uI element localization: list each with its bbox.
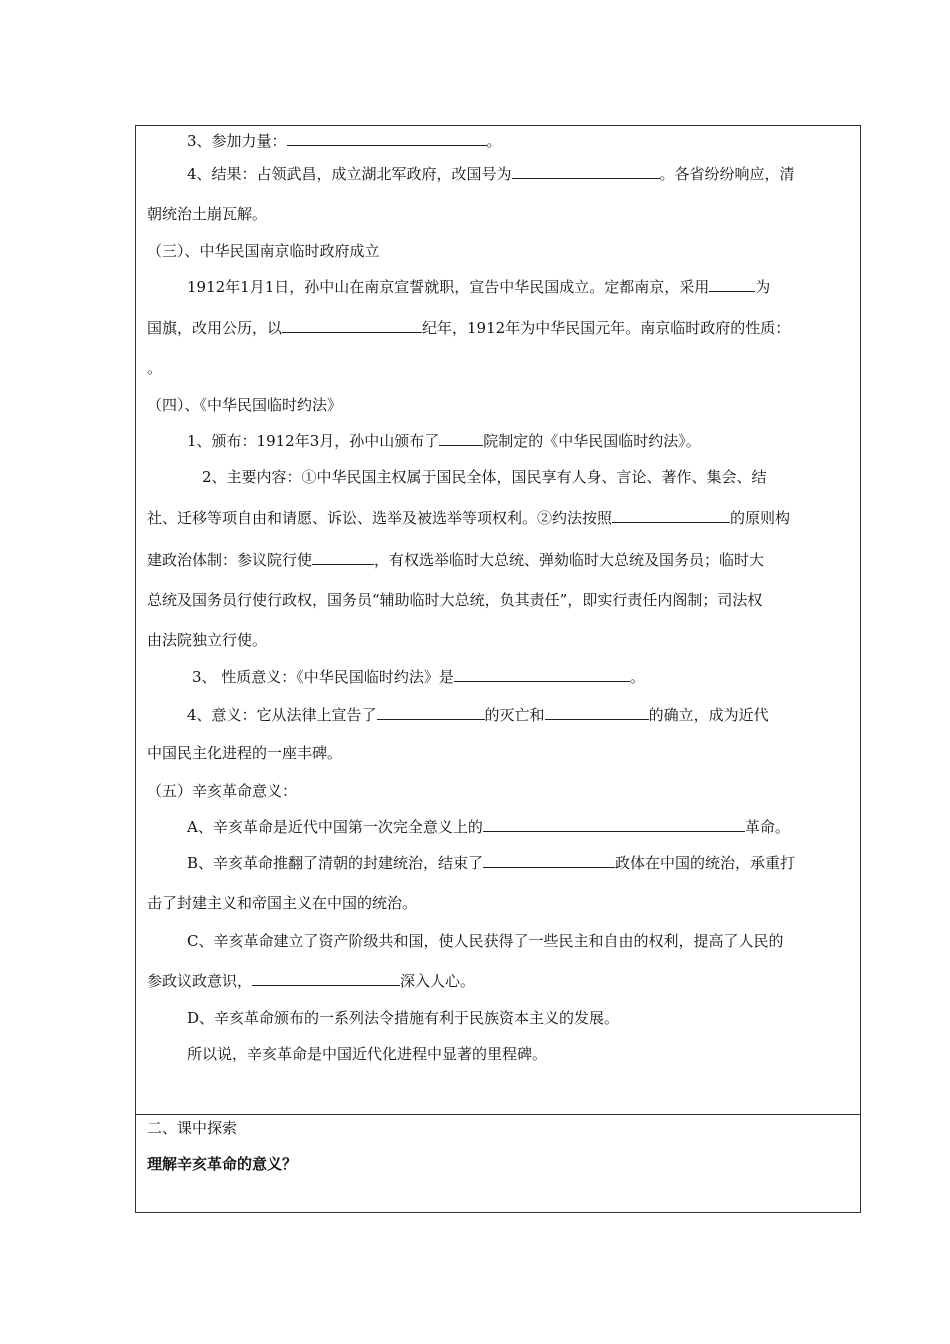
- text: 政体在中国的统治，承重打: [615, 854, 796, 872]
- text: 。各省纷纷响应，清: [659, 165, 795, 183]
- item-promulgation: [187, 431, 701, 451]
- text: 3、参加力量：: [187, 132, 287, 150]
- item-result-cont: 朝统治土崩瓦解。: [147, 205, 268, 223]
- text: 1、颁布：1912年3月，孙中山颁布了: [187, 432, 440, 450]
- text: ，有权选举临时大总统、弹劾临时大总统及国务员；临时大: [374, 551, 765, 569]
- item-result: [187, 164, 795, 184]
- fill-blank[interactable]: [287, 131, 487, 146]
- item-content-3: [147, 550, 764, 570]
- fill-blank[interactable]: [545, 705, 649, 720]
- item-c-cont: [147, 971, 475, 991]
- fill-blank[interactable]: [483, 817, 745, 832]
- item-b: [187, 853, 795, 873]
- item-content-2: [147, 508, 790, 528]
- section-2-title: 二、课中探索: [147, 1119, 238, 1137]
- heading-5: （五）辛亥革命意义：: [147, 782, 298, 800]
- text: 。: [486, 132, 502, 150]
- text: 革命。: [744, 818, 790, 836]
- fill-blank[interactable]: [252, 971, 400, 986]
- item-significance: [187, 705, 769, 725]
- item-1912-cont: [147, 318, 790, 338]
- text: 3、 性质意义：《中华民国临时约法》是: [192, 668, 454, 686]
- text: 国旗，改用公历，以: [147, 319, 283, 337]
- item-content-4: 总统及国务员行使行政权，国务员“辅助临时大总统，负其责任”，即实行责任内阁制；司法权: [147, 591, 763, 609]
- fill-blank[interactable]: [483, 853, 615, 868]
- fill-blank[interactable]: [377, 705, 485, 720]
- heading-4: （四）、《中华民国临时约法》: [147, 396, 343, 414]
- text: B、辛亥革命推翻了清朝的封建统治，结束了: [187, 854, 484, 872]
- item-1912-end: 。: [147, 359, 163, 377]
- text: 为: [755, 278, 771, 296]
- fill-blank[interactable]: [312, 550, 374, 565]
- text: 的确立，成为近代: [648, 706, 769, 724]
- text: 的灭亡和: [484, 706, 545, 724]
- item-d: D、辛亥革命颁布的一系列法令措施有利于民族资本主义的发展。: [187, 1009, 620, 1027]
- item-b-cont: 击了封建主义和帝国主义在中国的统治。: [147, 894, 418, 912]
- text: 。: [629, 668, 645, 686]
- text: 社、迁移等项自由和请愿、诉讼、选举及被选举等项权利。②约法按照: [147, 509, 613, 527]
- item-significance-cont: 中国民主化进程的一座丰碑。: [147, 744, 343, 762]
- text: 纪年，1912年为中华民国元年。南京临时政府的性质：: [422, 319, 791, 337]
- text: 的原则构: [730, 509, 791, 527]
- section-divider: [135, 1114, 861, 1115]
- fill-blank[interactable]: [439, 431, 483, 446]
- conclusion: 所以说，辛亥革命是中国近代化进程中显著的里程碑。: [187, 1045, 548, 1063]
- fill-blank[interactable]: [282, 318, 422, 333]
- fill-blank[interactable]: [512, 164, 660, 179]
- text: A、辛亥革命是近代中国第一次完全意义上的: [187, 818, 483, 836]
- item-1912: [187, 277, 770, 297]
- text: 4、结果：占领武昌，成立湖北军政府，改国号为: [187, 165, 512, 183]
- item-c: C、辛亥革命建立了资产阶级共和国，使人民获得了一些民主和自由的权利，提高了人民的: [187, 932, 784, 950]
- item-a: [187, 817, 790, 837]
- text: 建政治体制：参议院行使: [147, 551, 313, 569]
- fill-blank[interactable]: [454, 667, 630, 682]
- exploration-question: 理解辛亥革命的意义？: [147, 1155, 298, 1173]
- text: 深入人心。: [400, 972, 476, 990]
- item-content-1: 2、主要内容：①中华民国主权属于国民全体，国民享有人身、言论、著作、集会、结: [202, 468, 767, 486]
- fill-blank[interactable]: [709, 277, 755, 292]
- fill-blank[interactable]: [612, 508, 730, 523]
- item-content-5: 由法院独立行使。: [147, 631, 268, 649]
- text: 院制定的《中华民国临时约法》。: [483, 432, 701, 450]
- item-nature: [192, 667, 645, 687]
- item-participants: [187, 131, 502, 151]
- heading-3: （三）、中华民国南京临时政府成立: [147, 242, 380, 260]
- text: 参政议政意识，: [147, 972, 253, 990]
- text: 1912年1月1日，孙中山在南京宣誓就职，宣告中华民国成立。定都南京，采用: [187, 278, 710, 296]
- text: 4、意义：它从法律上宣告了: [187, 706, 377, 724]
